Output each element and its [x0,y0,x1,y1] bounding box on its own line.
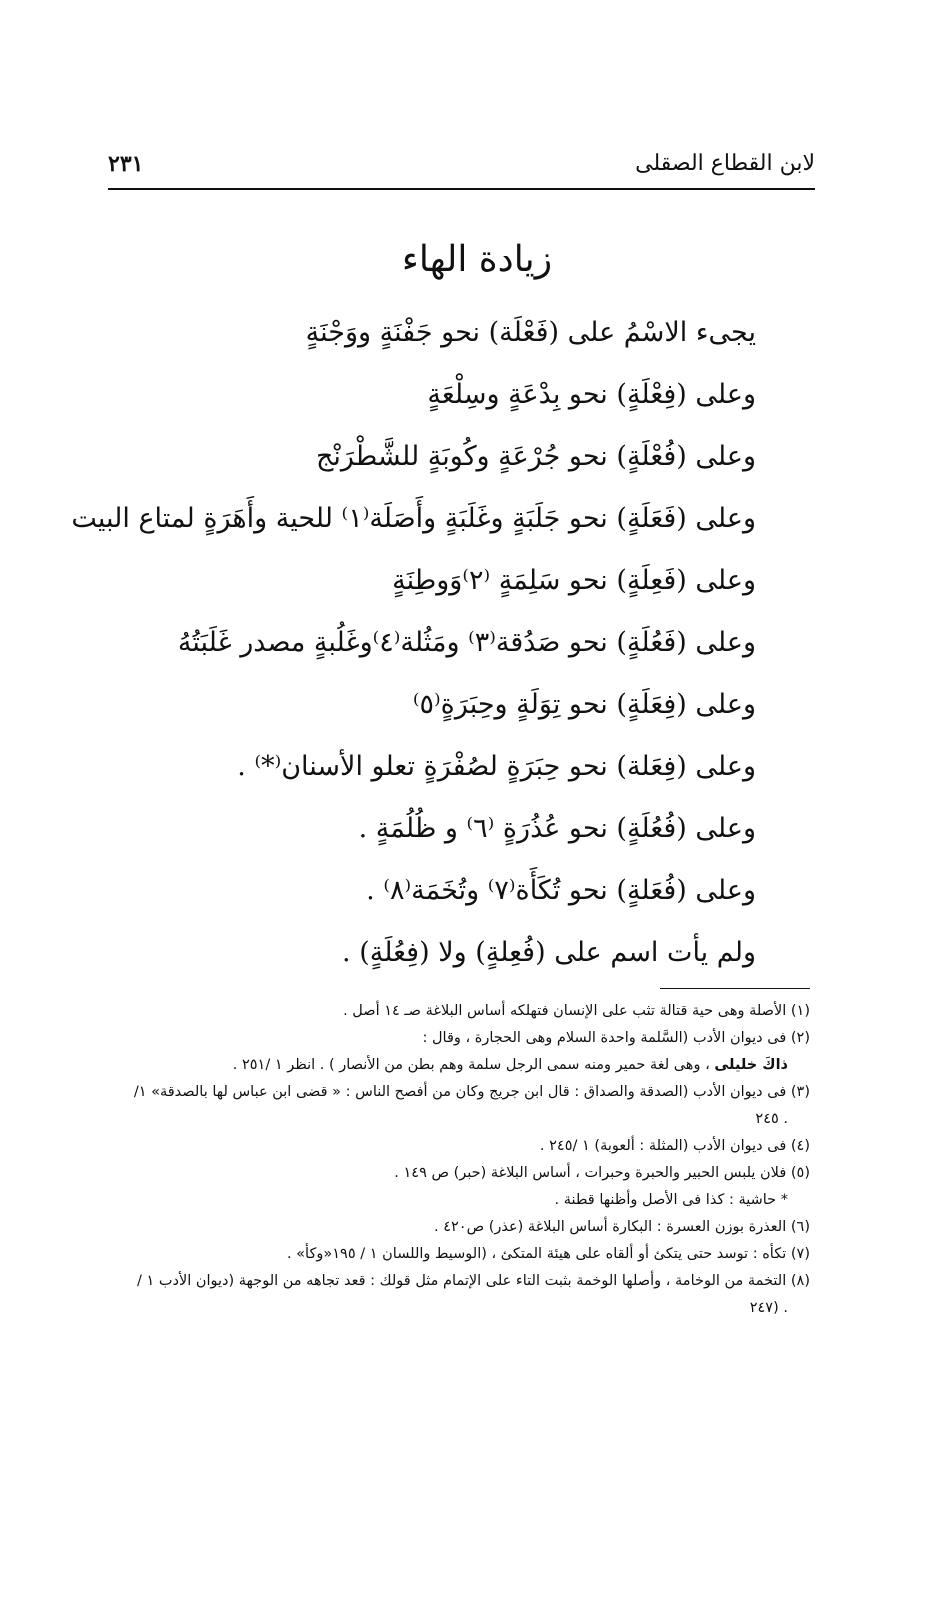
running-header [108,145,815,185]
footnote-line: . ٢٤٥ [755,1111,788,1127]
footnote-verse-lead: ذاكَ خليلى [714,1057,788,1073]
section-heading: زيادة الهاء [401,239,553,280]
running-title: لابن القطاع الصقلى [635,151,815,176]
body-text [71,302,756,984]
body-line: وعلى (فُعْلَةٍ) نحو جُرْعَةٍ وكُوبَةٍ للشَّطْرَنْج [315,441,756,472]
body-line: وعلى (فِعْلَةٍ) نحو بِدْعَةٍ وسِلْعَةٍ [427,379,756,410]
page-number: ٢٣١ [108,151,144,177]
footnote-line: * حاشية : كذا فى الأصل وأظنها قطنة . [554,1192,788,1208]
body-line: وعلى (فِعَلة) نحو حِبَرَةٍ لصُفْرَةٍ تعلو الأسنان⁽*⁾ . [237,751,756,782]
footnote-line: (٦) العذرة بوزن العسرة : البكارة أساس البلاغة (عذر) ص٤٢٠ . [434,1219,810,1235]
footnote-separator [660,988,810,989]
body-line: وعلى (فِعَلَةٍ) نحو تِوَلَةٍ وحِبَرَةٍ⁽٥⁾ [412,689,756,720]
footnote-line: . (٢٤٧ [749,1300,788,1316]
body-line: وعلى (فُعُلَةٍ) نحو عُذُرَةٍ ⁽٦⁾ و ظُلُمَةٍ . [358,813,756,844]
footnote-line: (٢) فى ديوان الأدب (السَّلمة واحدة السلام وهى الحجارة ، وقال : [422,1030,810,1046]
footnote-line: (١) الأصلة وهى حية قتالة تثب على الإنسان فتهلكه أساس البلاغة صـ ١٤ أصل . [343,1003,810,1019]
body-line: وعلى (فَعُلَةٍ) نحو صَدُقة⁽٣⁾ ومَثُلة⁽٤⁾وغَلُبةٍ مصدر غَلَبَتُهُ [177,627,756,658]
footnote-line: (٤) فى ديوان الأدب (المثلة : ألعوبة) ١ /٢٤٥ . [539,1138,810,1154]
footnote-line: (٧) تكأه : توسد حتى يتكئ أو ألقاه على هيئة المتكئ ، (الوسيط واللسان ١ / ١٩٥«وكأ» . [286,1246,810,1262]
footnote-line [88,1052,810,1079]
footnote-line-text: ، وهى لغة حمير ومنه سمى الرجل سلمة وهم بطن من الأنصار ) . انظر ١ /٢٥١ . [232,1057,715,1073]
body-line: وعلى (فَعَلَةٍ) نحو جَلَبَةٍ وغَلَبَةٍ وأَصَلَة⁽١⁾ للحية وأَهَرَةٍ لمتاع البيت [71,503,756,534]
header-rule [108,188,815,190]
footnote-line: (٨) التخمة من الوخامة ، وأصلها الوخمة بثبت التاء على الإتمام مثل قولك : قعد تجاهه من الوجهة (ديوان الأدب ١ / [136,1273,810,1289]
body-line: يجىء الاسْمُ على (فَعْلَة) نحو جَفْنَةٍ ووَجْنَةٍ [305,317,756,348]
body-line: وعلى (فُعَلةٍ) نحو تُكَأَة⁽٧⁾ وتُخَمَة⁽٨⁾ . [366,875,756,906]
footnotes [88,998,810,1322]
body-line: وعلى (فَعِلَةٍ) نحو سَلِمَةٍ ⁽٢⁾وَوطِنَةٍ [392,565,756,596]
body-line: ولم يأت اسم على (فُعِلةٍ) ولا (فِعُلَةٍ) . [342,937,756,968]
footnote-line: (٥) فلان يلبس الحبير والحبرة وحبرات ، أساس البلاغة (حبر) ص ١٤٩ . [394,1165,810,1181]
footnote-line: (٣) فى ديوان الأدب (الصدقة والصداق : قال ابن جريج وكان من أفصح الناس : « قضى ابن عباس لها بالصدقة» ١/ [133,1084,810,1100]
